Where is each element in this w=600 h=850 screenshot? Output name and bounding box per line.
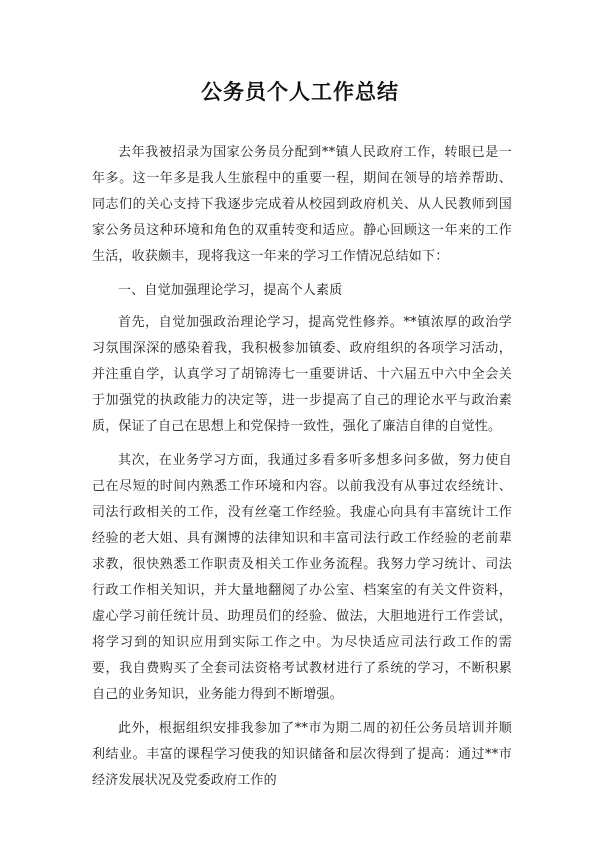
paragraph-training: 此外，根据组织安排我参加了**市为期二周的初任公务员培训并顺利结业。丰富的课程学习使我的知识储备和层次得到了提高：通过**市经济发展状况及党委政府工作的 [92, 721, 512, 788]
paragraph-political-study: 首先，自觉加强政治理论学习，提高党性修养。**镇浓厚的政治学习氛围深深的感染着我，我积极参加镇委、政府组织的各项学习活动，并注重自学，认真学习了胡锦涛七一重要讲话、十六届五中六中全会关于加强党的执政能力的决定等，进一步提高了自己的理论水平与政治素质，保证了自己在思想上和党保持一致性，强化了廉洁自律的自觉性。 [92, 315, 512, 434]
document-body [92, 140, 512, 802]
paragraph-business-study: 其次，在业务学习方面，我通过多看多听多想多问多做，努力使自己在尽短的时间内熟悉工作环境和内容。以前我没有从事过农经统计、司法行政相关的工作，没有丝毫工作经验。我虚心向具有丰富统计工作经验的老大姐、具有渊博的法律知识和丰富司法行政工作经验的老前辈求教，很快熟悉工作职责及相关工作业务流程。我努力学习统计、司法行政工作相关知识，并大量地翻阅了办公室、档案室的有关文件资料，虚心学习前任统计员、助理员们的经验、做法，大胆地进行工作尝试，将学习到的知识应用到实际工作之中。为尽快适应司法行政工作的需要，我自费购买了全套司法资格考试教材进行了系统的学习，不断积累自己的业务知识，业务能力得到不断增强。 [92, 453, 512, 702]
paragraph-intro: 去年我被招录为国家公务员分配到**镇人民政府工作，转眼已是一年多。这一年多是我人生旅程中的重要一程，期间在领导的培养帮助、同志们的关心支持下我逐步完成着从校园到政府机关、从人民教师到国家公务员这种环境和角色的双重转变和适应。静心回顾这一年来的工作生活，收获颇丰，现将我这一年来的学习工作情况总结如下： [92, 145, 512, 264]
document-title: 公务员个人工作总结 [201, 80, 399, 104]
section-heading-1: 一、自觉加强理论学习，提高个人素质 [118, 283, 343, 298]
